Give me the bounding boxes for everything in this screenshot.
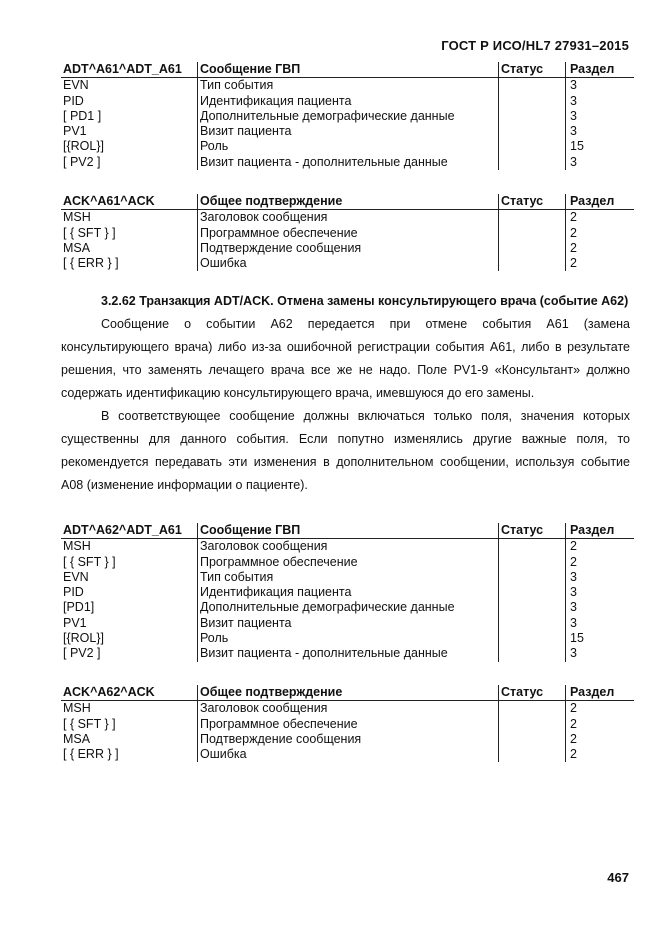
segment-cell: EVN	[63, 78, 89, 93]
description-cell: Заголовок сообщения	[198, 210, 499, 226]
status-cell	[499, 241, 566, 256]
description-cell: Визит пациента - дополнительные данные	[198, 155, 499, 170]
table-row	[61, 241, 634, 256]
segment-cell: [PD1]	[63, 600, 95, 615]
description-cell: Заголовок сообщения	[198, 701, 499, 717]
description-cell: Заголовок сообщения	[198, 539, 499, 555]
section-cell: 3	[566, 646, 635, 661]
table-row	[61, 717, 634, 732]
section-cell: 2	[566, 717, 635, 732]
status-cell	[499, 124, 566, 139]
column-header-section: Раздел	[566, 685, 635, 701]
table-row	[61, 256, 634, 271]
table-row	[61, 124, 634, 139]
section-cell: 2	[566, 701, 635, 717]
column-header-description: Сообщение ГВП	[198, 523, 499, 539]
table-row	[61, 94, 634, 109]
description-cell: Роль	[198, 139, 499, 154]
status-cell	[499, 94, 566, 109]
table-row	[61, 732, 634, 747]
status-cell	[499, 717, 566, 732]
description-cell: Программное обеспечение	[198, 555, 499, 570]
description-cell: Визит пациента	[198, 616, 499, 631]
status-cell	[499, 570, 566, 585]
table-row	[61, 570, 634, 585]
table-row	[61, 747, 634, 762]
message-table-adt-a62	[61, 523, 634, 662]
table-row	[61, 631, 634, 646]
status-cell	[499, 732, 566, 747]
status-cell	[499, 646, 566, 661]
segment-cell: [ { SFT } ]	[63, 716, 116, 731]
section-paragraph: В соответствующее сообщение должны включаться только поля, значения которых существенны для данного события. Если попутно изменялись другие важные поля, то рекомендуется передавать эти изменения в дополнительном сообщении, используя событие A08 (изменение информации о пациенте).	[61, 409, 630, 492]
message-table-ack-a62	[61, 685, 634, 762]
description-cell: Ошибка	[198, 747, 499, 762]
description-cell: Тип события	[198, 570, 499, 585]
segment-cell: MSH	[63, 210, 91, 225]
status-cell	[499, 226, 566, 241]
column-header-message: ACK^A62^ACK	[61, 685, 198, 701]
table-header-row	[61, 685, 634, 701]
segment-cell: [{ROL}]	[63, 631, 104, 646]
section-cell: 3	[566, 616, 635, 631]
section-cell: 3	[566, 78, 635, 94]
message-table-ack-a61	[61, 194, 634, 271]
segment-cell: [ { SFT } ]	[63, 554, 116, 569]
description-cell: Идентификация пациента	[198, 585, 499, 600]
description-cell: Подтверждение сообщения	[198, 241, 499, 256]
table-row	[61, 139, 634, 154]
segment-cell: MSH	[63, 539, 91, 554]
status-cell	[499, 701, 566, 717]
section-cell: 3	[566, 94, 635, 109]
message-table-adt-a61	[61, 62, 634, 170]
description-cell: Дополнительные демографические данные	[198, 600, 499, 615]
segment-cell: [ { ERR } ]	[63, 747, 119, 762]
column-header-description: Общее подтверждение	[198, 685, 499, 701]
segment-cell: MSA	[63, 240, 91, 255]
table-row	[61, 600, 634, 615]
table-row	[61, 585, 634, 600]
description-cell: Идентификация пациента	[198, 94, 499, 109]
description-cell: Подтверждение сообщения	[198, 732, 499, 747]
status-cell	[499, 210, 566, 226]
table-row	[61, 210, 634, 226]
segment-cell: PV1	[63, 615, 87, 630]
section-cell: 2	[566, 539, 635, 555]
column-header-section: Раздел	[566, 62, 635, 78]
table-header-row	[61, 194, 634, 210]
section-cell: 3	[566, 585, 635, 600]
segment-cell: [ { SFT } ]	[63, 225, 116, 240]
description-cell: Программное обеспечение	[198, 717, 499, 732]
description-cell: Тип события	[198, 78, 499, 94]
status-cell	[499, 109, 566, 124]
column-header-description: Общее подтверждение	[198, 194, 499, 210]
segment-cell: PID	[63, 585, 84, 600]
column-header-description: Сообщение ГВП	[198, 62, 499, 78]
segment-cell: PV1	[63, 124, 87, 139]
status-cell	[499, 747, 566, 762]
page-number: 467	[607, 870, 629, 885]
table-row	[61, 109, 634, 124]
column-header-status: Статус	[499, 194, 566, 210]
section-cell: 3	[566, 124, 635, 139]
table-row	[61, 78, 634, 94]
segment-cell: [ { ERR } ]	[63, 256, 119, 271]
section-cell: 15	[566, 139, 635, 154]
section-cell: 2	[566, 210, 635, 226]
column-header-status: Статус	[499, 523, 566, 539]
description-cell: Визит пациента - дополнительные данные	[198, 646, 499, 661]
section-cell: 15	[566, 631, 635, 646]
status-cell	[499, 539, 566, 555]
status-cell	[499, 155, 566, 170]
section-cell: 3	[566, 109, 635, 124]
table-row	[61, 555, 634, 570]
table-row	[61, 646, 634, 661]
status-cell	[499, 600, 566, 615]
table-row	[61, 701, 634, 717]
description-cell: Роль	[198, 631, 499, 646]
table-row	[61, 539, 634, 555]
segment-cell: EVN	[63, 569, 89, 584]
section-cell: 2	[566, 241, 635, 256]
status-cell	[499, 555, 566, 570]
segment-cell: [ PV2 ]	[63, 646, 101, 661]
description-cell: Программное обеспечение	[198, 226, 499, 241]
status-cell	[499, 631, 566, 646]
table-header-row	[61, 523, 634, 539]
column-header-status: Статус	[499, 685, 566, 701]
section-a62	[61, 290, 630, 497]
section-cell: 2	[566, 226, 635, 241]
column-header-status: Статус	[499, 62, 566, 78]
section-cell: 2	[566, 256, 635, 271]
status-cell	[499, 585, 566, 600]
description-cell: Дополнительные демографические данные	[198, 109, 499, 124]
segment-cell: [{ROL}]	[63, 139, 104, 154]
description-cell: Ошибка	[198, 256, 499, 271]
table-row	[61, 226, 634, 241]
status-cell	[499, 616, 566, 631]
column-header-section: Раздел	[566, 523, 635, 539]
column-header-section: Раздел	[566, 194, 635, 210]
description-cell: Визит пациента	[198, 124, 499, 139]
segment-cell: PID	[63, 93, 84, 108]
section-paragraph: Сообщение о событии A62 передается при отмене события A61 (замена консультирующего врача) либо из-за ошибочной регистрации события A61, либо в результате решения, что заменять лечащего врача все же не надо. Поле PV1-9 «Консультант» должно содержать идентификацию консультирующего врача, имевшуюся до его замены.	[61, 317, 630, 400]
section-heading: 3.2.62 Транзакция ADT/ACK. Отмена замены консультирующего врача (событие A62)	[101, 294, 629, 308]
section-cell: 2	[566, 555, 635, 570]
column-header-message: ACK^A61^ACK	[61, 194, 198, 210]
table-header-row	[61, 62, 634, 78]
segment-cell: MSA	[63, 731, 91, 746]
status-cell	[499, 139, 566, 154]
table-row	[61, 616, 634, 631]
status-cell	[499, 256, 566, 271]
column-header-message: ADT^A61^ADT_A61	[61, 62, 198, 78]
section-cell: 3	[566, 570, 635, 585]
table-row	[61, 155, 634, 170]
document-header: ГОСТ Р ИСО/HL7 27931–2015	[441, 38, 629, 53]
segment-cell: [ PV2 ]	[63, 154, 101, 169]
section-cell: 2	[566, 732, 635, 747]
status-cell	[499, 78, 566, 94]
column-header-message: ADT^A62^ADT_A61	[61, 523, 198, 539]
segment-cell: [ PD1 ]	[63, 108, 102, 123]
section-cell: 3	[566, 155, 635, 170]
segment-cell: MSH	[63, 701, 91, 716]
section-cell: 2	[566, 747, 635, 762]
section-cell: 3	[566, 600, 635, 615]
